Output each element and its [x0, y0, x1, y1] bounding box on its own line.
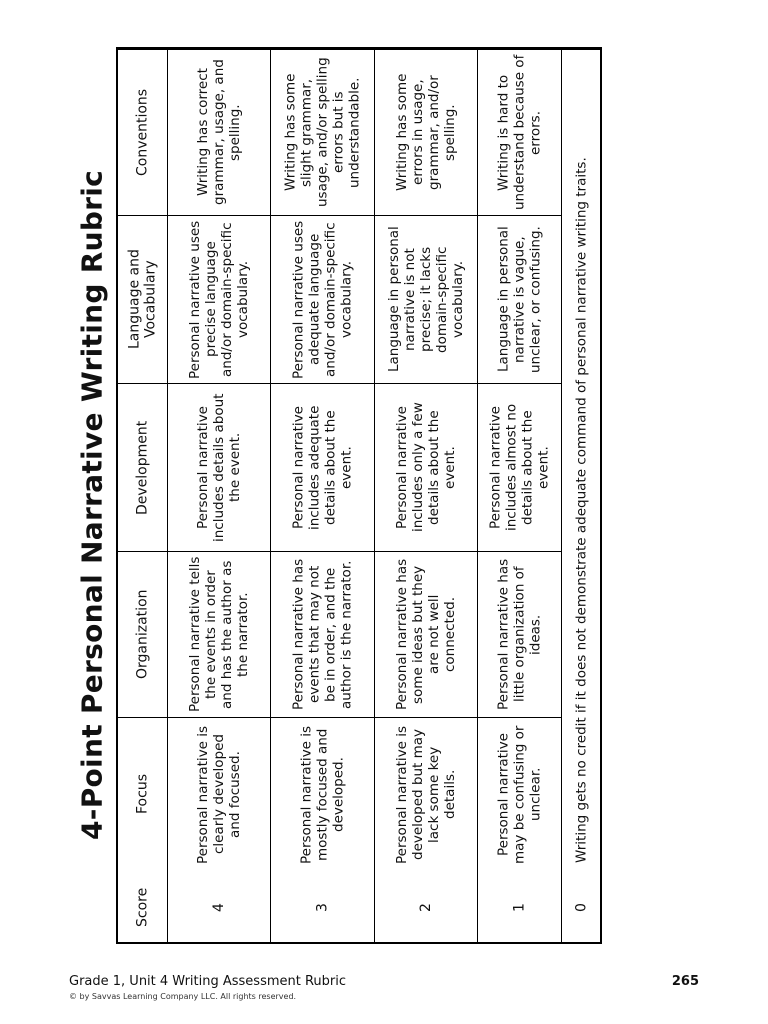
- header-conventions: Conventions: [118, 49, 168, 215]
- score-cell: 0: [562, 871, 602, 944]
- rubric-cell: Writing has some slight grammar, usage, and/or spelling errors but is understandable.: [271, 49, 375, 215]
- score-cell: 2: [375, 871, 478, 944]
- header-focus: Focus: [118, 717, 168, 871]
- score-cell: 4: [168, 871, 271, 944]
- header-score: Score: [118, 871, 168, 944]
- header-development: Development: [118, 383, 168, 551]
- rubric-cell: Personal narrative uses precise language and/or domain-specific vocabulary.: [168, 215, 271, 383]
- rubric-cell: Writing has some errors in usage, grammar, and/or spelling.: [375, 49, 478, 215]
- rubric-cell: Personal narrative includes almost no details about the event.: [478, 383, 562, 551]
- rubric-cell: Personal narrative uses adequate language and/or domain-specific vocabulary.: [271, 215, 375, 383]
- page-title: 4-Point Personal Narrative Writing Rubric: [75, 169, 109, 841]
- rubric-cell: Personal narrative tells the events in order and has the author as the narrator.: [168, 551, 271, 717]
- rubric-cell: Personal narrative may be confusing or unclear.: [478, 717, 562, 871]
- rubric-cell: Personal narrative is mostly focused and developed.: [271, 717, 375, 871]
- page-number: 265: [671, 974, 699, 989]
- no-credit-note: Writing gets no credit if it does not demonstrate adequate command of personal narrative writing traits.: [562, 49, 602, 871]
- rubric-table: [116, 47, 602, 944]
- rubric-cell: Personal narrative has events that may not be in order, and the author is the narrator.: [271, 551, 375, 717]
- rubric-cell: Writing is hard to understand because of errors.: [478, 49, 562, 215]
- footer-unit-label: Grade 1, Unit 4 Writing Assessment Rubric: [69, 974, 347, 989]
- rubric-cell: Personal narrative is developed but may lack some key details.: [375, 717, 478, 871]
- header-language-vocabulary: Language and Vocabulary: [118, 215, 168, 383]
- rubric-cell: Language in personal narrative is not precise; it lacks domain-specific vocabulary.: [375, 215, 478, 383]
- rubric-cell: Personal narrative has some ideas but they are not well connected.: [375, 551, 478, 717]
- rubric-cell: Personal narrative is clearly developed and focused.: [168, 717, 271, 871]
- score-cell: 3: [271, 871, 375, 944]
- rubric-cell: Personal narrative includes adequate details about the event.: [271, 383, 375, 551]
- footer-copyright: © by Savvas Learning Company LLC. All rights reserved.: [69, 992, 297, 1001]
- rubric-cell: Language in personal narrative is vague, unclear, or confusing.: [478, 215, 562, 383]
- header-organization: Organization: [118, 551, 168, 717]
- rubric-cell: Personal narrative includes only a few details about the event.: [375, 383, 478, 551]
- rubric-cell: Personal narrative has little organization of ideas.: [478, 551, 562, 717]
- rubric-cell: Personal narrative includes details about the event.: [168, 383, 271, 551]
- score-cell: 1: [478, 871, 562, 944]
- rubric-cell: Writing has correct grammar, usage, and spelling.: [168, 49, 271, 215]
